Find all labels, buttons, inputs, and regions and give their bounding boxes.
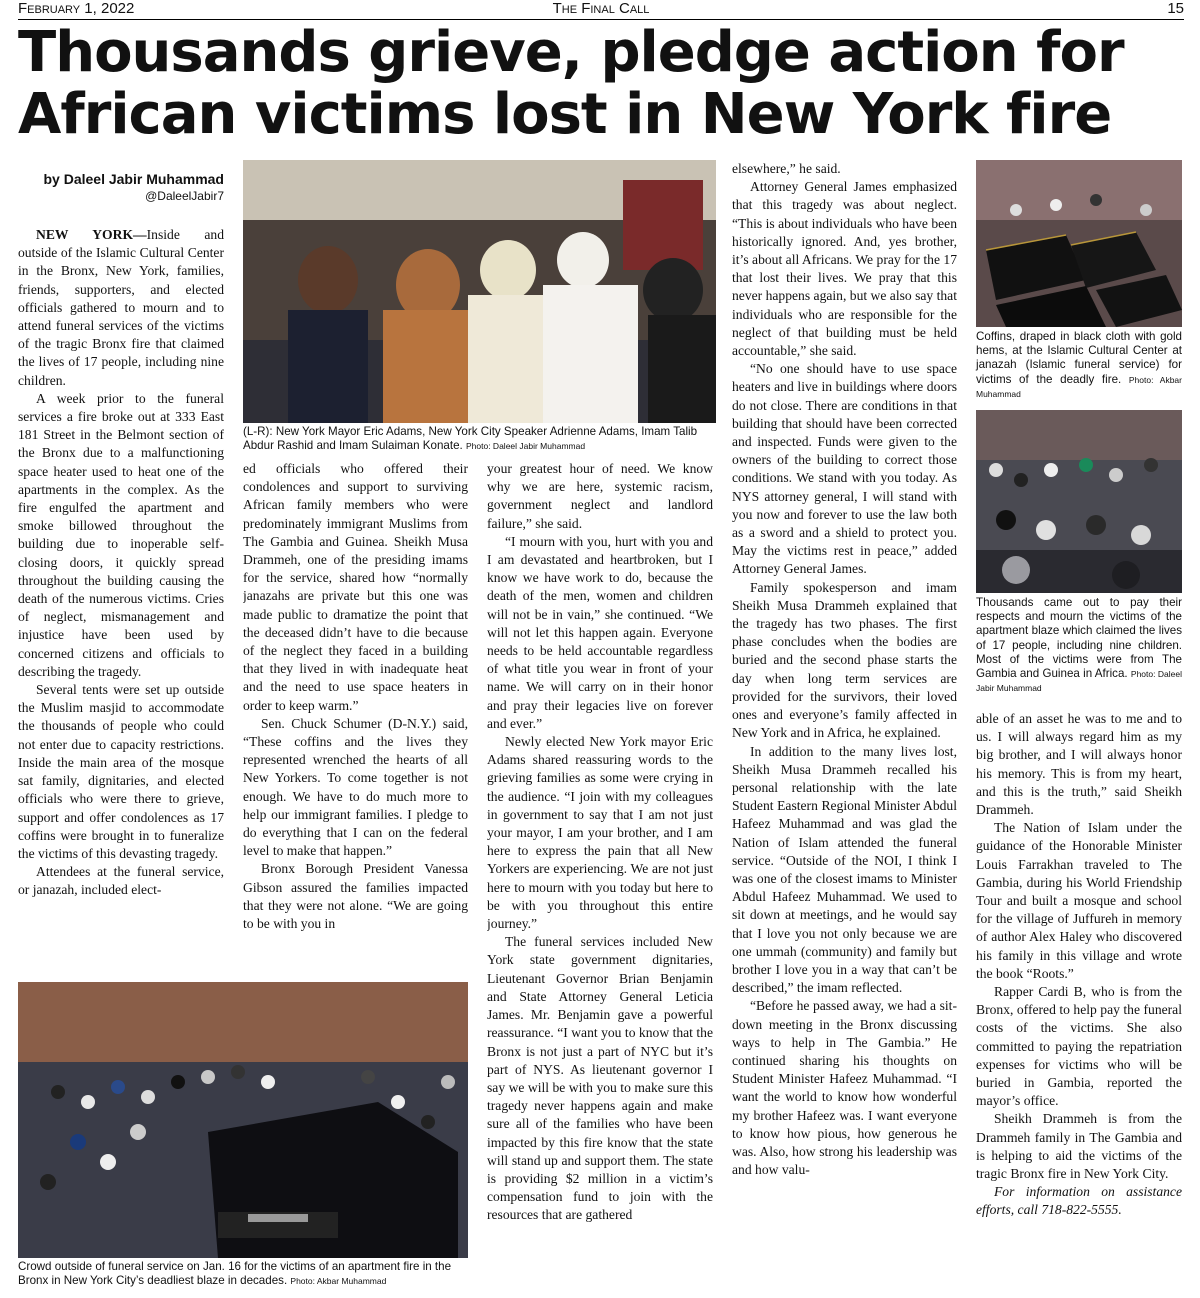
page-number: 15: [1167, 0, 1184, 17]
article-column-1: [18, 226, 224, 974]
photo-officials-image: [243, 160, 716, 423]
dateline: NEW YORK—: [36, 227, 147, 242]
paragraph: Several tents were set up outside the Muslim masjid to accommodate the thousands of people who could not enter due to capacity restrictions. Inside the main area of the mosque sat family, dignitaries, and elected officials who were there to grieve, support and offer condolences as 17 coffins were brought in to funeralize the victims of this devasting tragedy.: [18, 682, 224, 861]
photo-crowd-right-caption: [976, 596, 1182, 695]
paragraph: The Nation of Islam under the guidance of the Honorable Minister Louis Farrakhan traveled to The Gambia, during his World Friendship Tour and built a mosque and school for the village of Juffureh in memory of author Alex Haley who discovered his family in this village and wrote the book “Roots.”: [976, 820, 1182, 981]
article-column-2: [243, 460, 468, 976]
paragraph: your greatest hour of need. We know why we are here, systemic racism, government neglect and landlord failure,” she said.: [487, 461, 713, 531]
paragraph: Attorney General James emphasized that this tragedy was about neglect. “This is about individuals who have been historically ignored. And, yes brother, it’s about all Africans. We pray for the 17 that lost their lives. We pray that this never happens again, but we also say that individuals who are responsible for the neglect of that building must be held accountable,” she said.: [732, 179, 957, 359]
article-column-5: [976, 710, 1182, 1290]
paragraph-text: Inside and outside of the Islamic Cultural Center in the Bronx, New York, families, friends, supporters, and elected officials gathered to mourn and to attend funeral services of the victims of the tragic Bronx fire that claimed the lives of 17 people, including nine children.: [18, 227, 224, 388]
caption-text: (L-R): New York Mayor Eric Adams, New York City Speaker Adrienne Adams, Imam Talib Abdur Rashid and Imam Sulaiman Konate.: [243, 425, 698, 453]
paragraph: “I mourn with you, hurt with you and I am devastated and heartbroken, but I know we have work to do, because the death of the men, women and children will not be in vain,” she continued. “We will not let this happen again. Everyone needs to be held accountable regardless of what title you wear in front of your name. We will carry on in their honor and pray their legacies live on forever and ever.”: [487, 533, 713, 731]
paragraph: A week prior to the funeral services a fire broke out at 333 East 181 Street in the Belmont section of the Bronx due to a malfunctioning space heater used to heat one of the apartments in the complex. As the fire engulfed the apartment and smoke billowed throughout the building due to inoperable self-closing doors, it quickly spread throughout the building causing the death of the numerous victims. Cries of neglect, mismanagement and injustice have been used by concerned citizens and officials to describing the tragedy.: [18, 390, 224, 679]
caption-text: Coffins, draped in black cloth with gold hems, at the Islamic Cultural Center at janazah (Islamic funeral service) for victims of the deadly fire.: [976, 330, 1182, 386]
paragraph: “No one should have to use space heaters and live in buildings where doors do not close. There are conditions in that building that should have been corrected and inspected. Funds were given to the owners of the building to correct those conditions. We stand with you today. As NYS attorney general, I will stand with you now and forever to use the law both as a sword and a shield to protect you. May the victims rest in peace,” added Attorney General James.: [732, 361, 957, 577]
paragraph: able of an asset he was to me and to us. I will always regard him as my big brother, and I will always honor his memory. This is from my heart, and this is the truth,” said Sheikh Drammeh.: [976, 711, 1182, 818]
paragraph: elsewhere,” he said.: [732, 161, 841, 176]
photo-hearse-image: [18, 982, 468, 1258]
author-handle: @DaleelJabir7: [145, 189, 224, 203]
photo-officials-caption: [243, 425, 716, 453]
photo-coffins-caption: [976, 330, 1182, 401]
paragraph: Newly elected New York mayor Eric Adams shared reassuring words to the grieving families as some were crying in the audience. “I join with my colleagues in government to say that I am not just your mayor, I am your brother, and I am here to express the pain that all New Yorkers are experiencing. We are not just here to mourn with you today but here to be with you throughout this entire journey.”: [487, 734, 713, 932]
paragraph: Sheikh Drammeh is from the Drammeh family in The Gambia and is helping to aid the victims of the tragic Bronx fire in New York City.: [976, 1111, 1182, 1182]
photo-coffins: [976, 160, 1182, 327]
lead-paragraph: [18, 226, 224, 390]
issue-date: February 1, 2022: [18, 0, 135, 17]
headline-line-1: Thousands grieve, pledge action for: [18, 20, 1124, 85]
paragraph: Bronx Borough President Vanessa Gibson assured the families impacted that they were not alone. “We are going to be with you in: [243, 861, 468, 932]
byline: [18, 170, 224, 205]
photo-credit: Photo: Daleel Jabir Muhammad: [976, 669, 1182, 694]
paragraph: “Before he passed away, we had a sit-down meeting in the Bronx discussing ways to help in The Gambia.” He continued sharing his thoughts on Student Minister Hafeez Muhammad. “I want the world to know how wonderful my brother Hafeez was. I want everyone to know how pious, how generous he was. Also, how strong his leadership was and how valu-: [732, 998, 957, 1178]
paragraph: Attendees at the funeral service, or janazah, included elect-: [18, 864, 224, 898]
paragraph: The funeral services included New York state government dignitaries, Lieutenant Governor Brian Benjamin and State Attorney General Leticia James. Mr. Benjamin gave a powerful reassurance. “I want you to know that the Bronx is not just a part of NYC but it’s part of NYS. As lieutenant governor I say we will be with you to make sure this tragedy never happens again and make sure all of the families who have been impacted by this fire know that the state will stand up and support them. The state is providing $2 million in a victim’s compensation fund to join with the resources that are gathered: [487, 934, 713, 1223]
paragraph: Rapper Cardi B, who is from the Bronx, offered to help pay the funeral costs of the victims. She also committed to paying the repatriation expenses for victims who will be buried in Gambia, reported the mayor’s office.: [976, 984, 1182, 1109]
photo-crowd-right-image: [976, 410, 1182, 593]
caption-text: Crowd outside of funeral service on Jan. 16 for the victims of an apartment fire in the Bronx in New York City’s deadliest blaze in decades.: [18, 1260, 452, 1288]
headline-line-2: African victims lost in New York fire: [18, 82, 1112, 147]
paragraph: ed officials who offered their condolences and support to surviving African family members who were predominately immigrant Muslims from The Gambia and Guinea. Sheikh Musa Drammeh, one of the presiding imams for the service, shared how “normally janazahs are private but this one was made public to dramatize the point that the deceased didn’t have to die because of the neglect they faced in a building that they lived in with inadequate heat and the need to use space heaters in order to keep warm.”: [243, 461, 468, 713]
paragraph: Sen. Chuck Schumer (D-N.Y.) said, “These coffins and the lives they represented wrenched the hearts of all New Yorkers. To come together is not enough. We have to do much more to help our immigrant families. I pledge to do everything that I can on the federal level to make that happen.”: [243, 715, 468, 859]
author-name: by Daleel Jabir Muhammad: [43, 171, 224, 187]
photo-hearse-crowd: [18, 982, 468, 1258]
contact-info: For information on assistance efforts, call 718-822-5555.: [976, 1184, 1182, 1218]
caption-text: Thousands came out to pay their respects and mourn the victims of the apartment blaze which claimed the lives of 17 people, including nine children. Most of the victims were from The Gambia and Guinea in Africa.: [976, 596, 1182, 681]
publication-name: The Final Call: [552, 0, 650, 17]
photo-hearse-caption: [18, 1260, 472, 1288]
headline: [18, 22, 1184, 146]
photo-credit: Photo: Akbar Muhammad: [290, 1276, 387, 1287]
article-column-3: [487, 460, 713, 1290]
photo-crowd-right: [976, 410, 1182, 593]
photo-credit: Photo: Akbar Muhammad: [976, 374, 1182, 399]
paragraph: Family spokesperson and imam Sheikh Musa Drammeh explained that the tragedy has two phases. The first phase concludes when the bodies are buried and the second phase starts the day when long term services are provided for the survivors, their loved ones and everyone’s family affected in New York and in Africa, he explained.: [732, 579, 957, 741]
article-column-4: [732, 160, 957, 1290]
photo-coffins-image: [976, 160, 1182, 327]
paragraph: In addition to the many lives lost, Sheikh Musa Drammeh recalled his personal relationship with the late Student Eastern Regional Minister Abdul Hafeez Muhammad and was glad the Nation of Islam attended the funeral service. “Outside of the NOI, I think I was one of the closest imams to Minister Abdul Hafeez Muhammad. We used to sit down at meetings, and he would say that I love you not only because we are one ummah (community) and family but brother I love you in a way that can’t be described,” the imam reflected.: [732, 743, 957, 996]
running-head: [18, 0, 1184, 18]
photo-credit: Photo: Daleel Jabir Muhammad: [466, 441, 586, 452]
photo-officials: [243, 160, 716, 423]
